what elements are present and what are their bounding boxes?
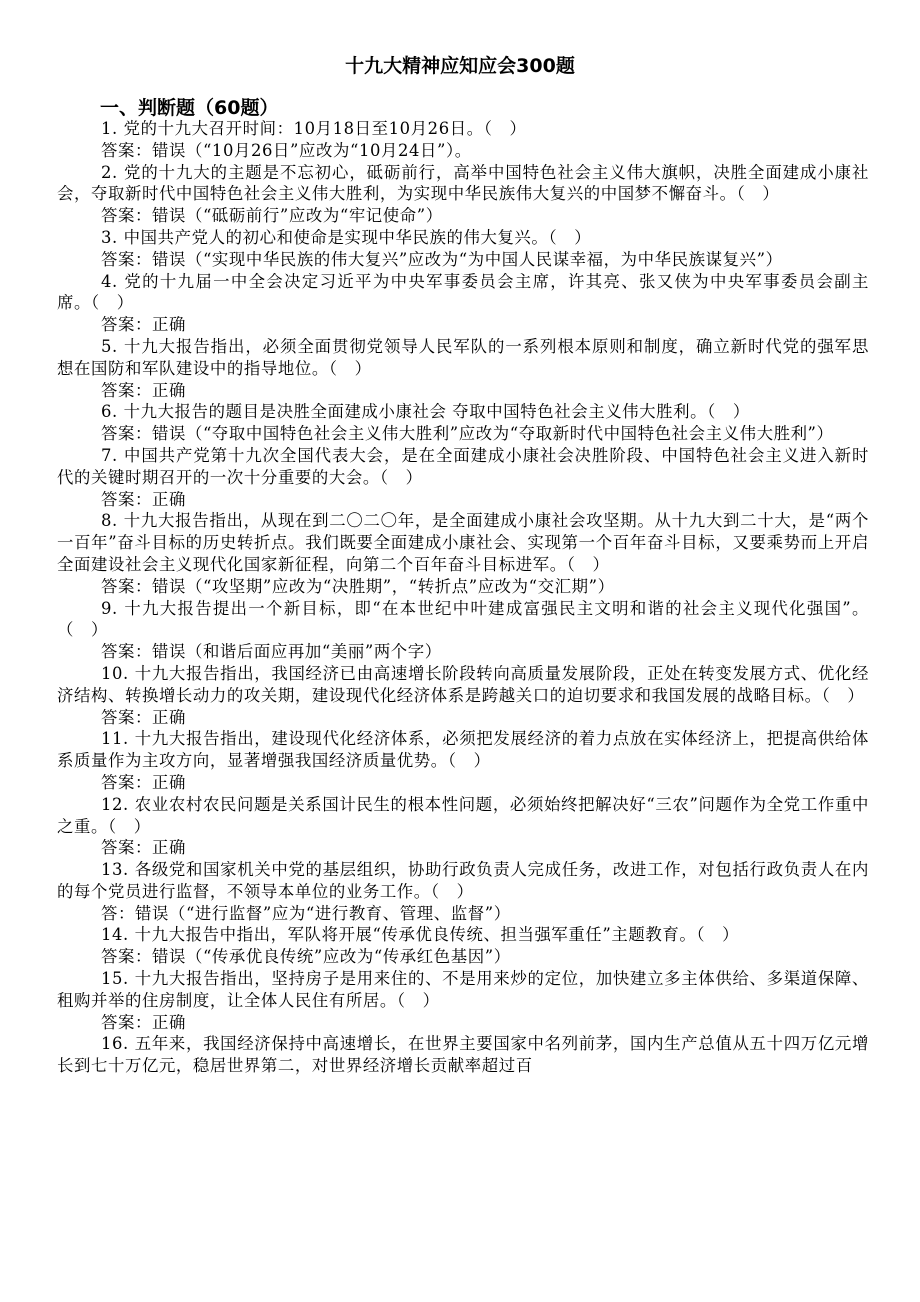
question-text: 14. 十九大报告中指出，军队将开展“传承优良传统、担当强军重任”主题教育。（ ） — [101, 925, 740, 945]
question-text: 12. 农业农村农民问题是关系国计民生的根本性问题，必须始终把解决好“三农”问题作为全党工作重中之重。（ ） — [57, 794, 869, 836]
question-text: 2. 党的十九大的主题是不忘初心，砥砺前行，高举中国特色社会主义伟大旗帜，决胜全面建成小康社会，夺取新时代中国特色社会主义伟大胜利，为实现中华民族伟大复兴的中国梦不懈奋斗。（ ） — [57, 162, 869, 204]
question-text: 8. 十九大报告指出，从现在到二〇二〇年，是全面建成小康社会攻坚期。从十九大到二十大，是“两个一百年”奋斗目标的历史转折点。我们既要全面建成小康社会、实现第一个百年奋斗目标，又要乘势而上开启全面建设社会主义现代化国家新征程，向第二个百年奋斗目标进军。（ ） — [57, 511, 869, 574]
answer-text: 答案：错误（“10月26日”应改为“10月24日”）。 — [101, 140, 472, 160]
answer-text: 答案：正确 — [101, 489, 186, 509]
question-text: 5. 十九大报告指出，必须全面贯彻党领导人民军队的一系列根本原则和制度，确立新时代党的强军思想在国防和军队建设中的指导地位。（ ） — [57, 336, 869, 378]
answer-text: 答案：正确 — [101, 838, 186, 858]
question-text: 4. 党的十九届一中全会决定习近平为中央军事委员会主席，许其亮、张又侠为中央军事委员会副主席。（ ） — [57, 271, 869, 313]
section-heading: 一、判断题（60题） — [100, 97, 279, 119]
question-list — [57, 118, 869, 1077]
question-text: 3. 中国共产党人的初心和使命是实现中华民族的伟大复兴。（ ） — [101, 227, 592, 247]
question-text: 6. 十九大报告的题目是决胜全面建成小康社会 夺取中国特色社会主义伟大胜利。（ ） — [101, 402, 750, 422]
answer-text: 答案：错误（“砥砺前行”应改为“牢记使命”） — [101, 206, 443, 226]
answer-text: 答案：正确 — [101, 315, 186, 335]
answer-text: 答：错误（“进行监督”应为“进行教育、管理、监督”） — [101, 903, 511, 923]
answer-text: 答案：错误（“实现中华民族的伟大复兴”应改为“为中国人民谋幸福，为中华民族谋复兴”） — [101, 249, 783, 269]
answer-text: 答案：错误（和谐后面应再加“美丽”两个字） — [101, 642, 442, 662]
question-text: 11. 十九大报告指出，建设现代化经济体系，必须把发展经济的着力点放在实体经济上，把提高供给体系质量作为主攻方向，显著增强我国经济质量优势。（ ） — [57, 729, 869, 771]
answer-text: 答案：错误（“夺取中国特色社会主义伟大胜利”应改为“夺取新时代中国特色社会主义伟大胜利”） — [101, 424, 834, 444]
answer-text: 答案：正确 — [101, 1012, 186, 1032]
question-text: 16. 五年来，我国经济保持中高速增长，在世界主要国家中名列前茅，国内生产总值从五十四万亿元增长到七十万亿元，稳居世界第二，对世界经济增长贡献率超过百 — [57, 1034, 869, 1076]
answer-text: 答案：正确 — [101, 380, 186, 400]
page-title: 十九大精神应知应会300题 — [345, 55, 575, 77]
question-text: 9. 十九大报告提出一个新目标，即“在本世纪中叶建成富强民主文明和谐的社会主义现代化强国”。（ ） — [57, 598, 869, 640]
question-text: 7. 中国共产党第十九次全国代表大会，是在全面建成小康社会决胜阶段、中国特色社会主义进入新时代的关键时期召开的一次十分重要的大会。（ ） — [57, 445, 869, 487]
answer-text: 答案：错误（“传承优良传统”应改为“传承红色基因”） — [101, 947, 511, 967]
question-text: 10. 十九大报告指出，我国经济已由高速增长阶段转向高质量发展阶段，正处在转变发展方式、优化经济结构、转换增长动力的攻关期，建设现代化经济体系是跨越关口的迫切要求和我国发展的战略目标。（ ） — [57, 663, 869, 705]
question-text: 13. 各级党和国家机关中党的基层组织，协助行政负责人完成任务，改进工作，对包括行政负责人在内的每个党员进行监督，不领导本单位的业务工作。（ ） — [57, 860, 869, 901]
answer-text: 答案：错误（“攻坚期”应改为“决胜期”，“转折点”应改为“交汇期”） — [101, 576, 615, 596]
question-text: 15. 十九大报告指出，坚持房子是用来住的、不是用来炒的定位，加快建立多主体供给、多渠道保障、租购并举的住房制度，让全体人民住有所居。（ ） — [57, 969, 869, 1010]
answer-text: 答案：正确 — [101, 772, 186, 792]
question-text: 1. 党的十九大召开时间：10月18日至10月26日。（ ） — [101, 119, 527, 138]
answer-text: 答案：正确 — [101, 707, 186, 727]
